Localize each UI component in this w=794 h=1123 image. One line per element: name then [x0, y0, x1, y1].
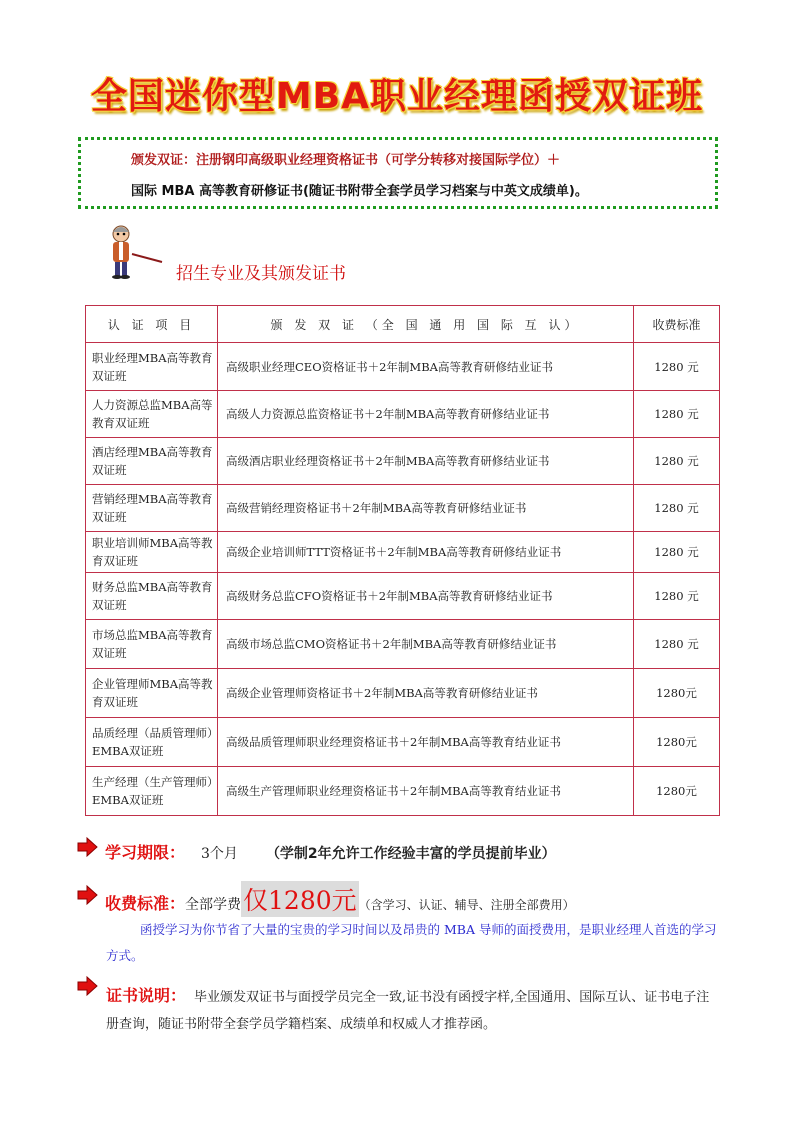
- program-cell: 营销经理MBA高等教育双证班: [86, 485, 218, 532]
- header-fee: 收费标准: [634, 306, 720, 343]
- fee-description: 函授学习为你节省了大量的宝贵的学习时间以及昂贵的 MBA 导师的面授费用，是职业经理人首选的学习方式。: [106, 922, 717, 963]
- certificate-note: [106, 982, 721, 1038]
- program-cell: 酒店经理MBA高等教育双证班: [86, 438, 218, 485]
- teacher-pointer-icon: [104, 224, 164, 280]
- fee-cell: 1280元: [634, 767, 720, 816]
- fee-suffix: （含学习、认证、辅导、注册全部费用）: [358, 898, 575, 912]
- study-duration: 3个月: [201, 846, 238, 862]
- table-row: [86, 767, 720, 816]
- table-row: [86, 485, 720, 532]
- table-row: [86, 438, 720, 485]
- fee-cell: 1280 元: [634, 532, 720, 573]
- table-header-row: [86, 306, 720, 343]
- program-cell: 生产经理（生产管理师）EMBA双证班: [86, 767, 218, 816]
- program-cell: 职业培训师MBA高等教育双证班: [86, 532, 218, 573]
- dual-certificate-box: [78, 137, 718, 209]
- certificate-cell: 高级市场总监CMO资格证书＋2年制MBA高等教育研修结业证书: [218, 620, 634, 669]
- program-cell: 市场总监MBA高等教育双证班: [86, 620, 218, 669]
- fee-cell: 1280 元: [634, 391, 720, 438]
- certificate-cell: 高级酒店职业经理资格证书＋2年制MBA高等教育研修结业证书: [218, 438, 634, 485]
- certificate-cell: 高级生产管理师职业经理资格证书＋2年制MBA高等教育结业证书: [218, 767, 634, 816]
- fee-cell: 1280 元: [634, 620, 720, 669]
- fee-cell: 1280元: [634, 718, 720, 767]
- fee-price: 仅1280元: [241, 881, 359, 917]
- table-row: [86, 573, 720, 620]
- certificate-note-text: 毕业颁发双证书与面授学员完全一致,证书没有函授字样,全国通用、国际互认、证书电子注册查询，随证书附带全套学员学籍档案、成绩单和权威人才推荐函。: [106, 990, 710, 1032]
- certificate-cell: 高级企业管理师资格证书＋2年制MBA高等教育研修结业证书: [218, 669, 634, 718]
- certificate-cell: 高级人力资源总监资格证书＋2年制MBA高等教育研修结业证书: [218, 391, 634, 438]
- fee-prefix: 全部学费: [185, 897, 242, 913]
- fee-label: 收费标准：: [105, 894, 186, 913]
- study-note: （学制2年允许工作经验丰富的学员提前毕业）: [265, 846, 556, 862]
- fee-cell: 1280 元: [634, 485, 720, 532]
- certificate-note-label: 证书说明：: [106, 986, 187, 1005]
- fee-cell: 1280 元: [634, 438, 720, 485]
- certificate-cell: 高级职业经理CEO资格证书＋2年制MBA高等教育研修结业证书: [218, 343, 634, 391]
- study-period: [105, 840, 556, 863]
- program-cell: 人力资源总监MBA高等教育双证班: [86, 391, 218, 438]
- cert-box-line-2: 国际 MBA 高等教育研修证书(随证书附带全套学员学习档案与中英文成绩单)。: [131, 184, 588, 199]
- certificate-cell: 高级企业培训师TTT资格证书＋2年制MBA高等教育研修结业证书: [218, 532, 634, 573]
- certificate-cell: 高级品质管理师职业经理资格证书＋2年制MBA高等教育结业证书: [218, 718, 634, 767]
- fee-cell: 1280 元: [634, 343, 720, 391]
- table-row: [86, 669, 720, 718]
- program-cell: 职业经理MBA高等教育双证班: [86, 343, 218, 391]
- red-arrow-icon: [76, 836, 98, 858]
- table-row: [86, 343, 720, 391]
- header-program: 认 证 项 目: [86, 306, 218, 343]
- red-arrow-icon: [76, 975, 98, 997]
- table-row: [86, 718, 720, 767]
- program-cell: 企业管理师MBA高等教育双证班: [86, 669, 218, 718]
- table-row: [86, 620, 720, 669]
- program-cell: 财务总监MBA高等教育双证班: [86, 573, 218, 620]
- fee-standard: [105, 881, 575, 917]
- section-heading: 招生专业及其颁发证书: [176, 264, 346, 284]
- table-row: [86, 532, 720, 573]
- program-cell: 品质经理（品质管理师）EMBA双证班: [86, 718, 218, 767]
- certificate-cell: 高级营销经理资格证书＋2年制MBA高等教育研修结业证书: [218, 485, 634, 532]
- fee-cell: 1280元: [634, 669, 720, 718]
- header-certificates: 颁 发 双 证 （全 国 通 用 国 际 互 认）: [218, 306, 634, 343]
- fee-cell: 1280 元: [634, 573, 720, 620]
- certificate-table: [85, 305, 720, 816]
- certificate-cell: 高级财务总监CFO资格证书＋2年制MBA高等教育研修结业证书: [218, 573, 634, 620]
- page-title: 全国迷你型MBA职业经理函授双证班: [90, 76, 704, 117]
- red-arrow-icon: [76, 884, 98, 906]
- table-row: [86, 391, 720, 438]
- cert-box-line-1: 颁发双证：注册钢印高级职业经理资格证书（可学分转移对接国际学位）＋: [131, 153, 561, 168]
- study-period-label: 学习期限：: [105, 843, 186, 862]
